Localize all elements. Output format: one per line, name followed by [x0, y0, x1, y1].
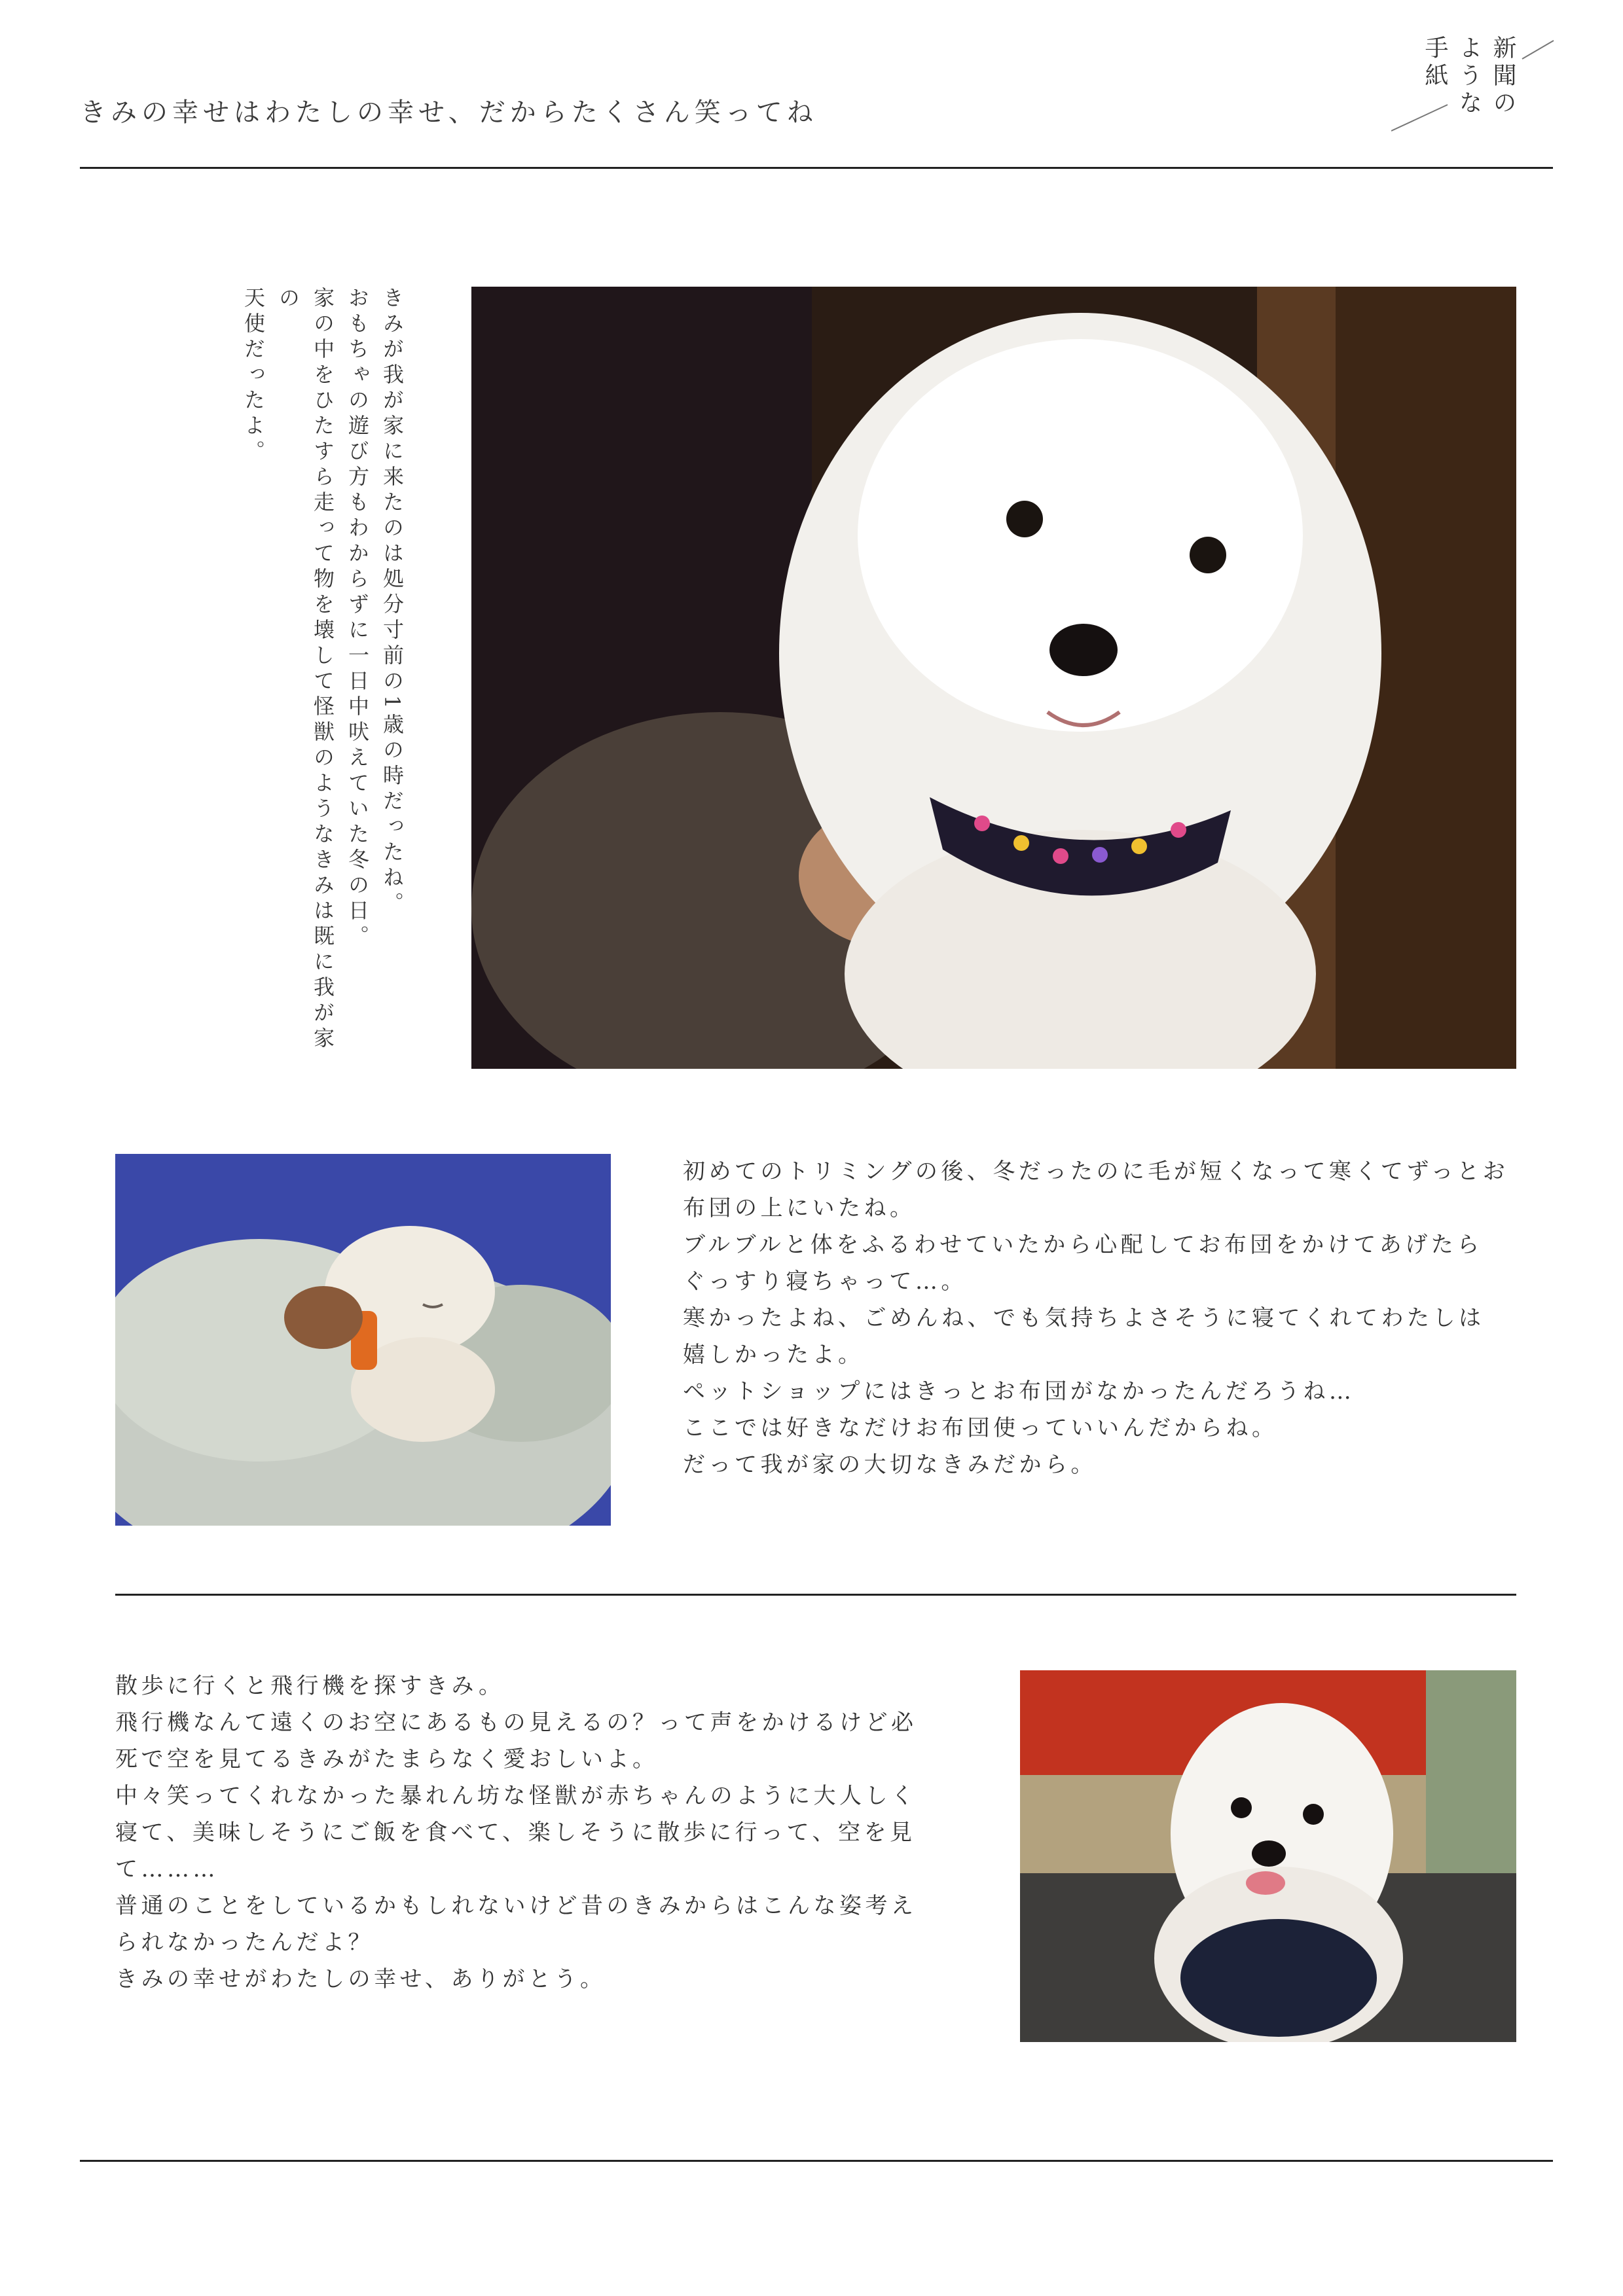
- smiling-dog-walk-photo: [1020, 1670, 1516, 2042]
- story-line: 中々笑ってくれなかった暴れん坊な怪獣が赤ちゃんのように大人しく: [115, 1783, 917, 1809]
- story-line: られなかったんだよ？: [115, 1929, 374, 1956]
- footer-divider: [80, 2160, 1553, 2162]
- header-divider: [80, 167, 1553, 169]
- story-line: て………: [115, 1856, 219, 1882]
- vertical-story-text: [236, 287, 409, 1072]
- story-line: 飛行機なんて遠くのお空にあるもの見えるの？って声をかけるけど必: [115, 1710, 917, 1736]
- story-line: 布団の上にいたね。: [683, 1195, 916, 1221]
- story-line: きみの幸せがわたしの幸せ、ありがとう。: [115, 1966, 606, 1992]
- story-line: ブルブルと体をふるわせていたから心配してお布団をかけてあげたら: [683, 1232, 1483, 1258]
- story-line: きみが我が家に来たのは処分寸前の1歳の時だったね。: [380, 287, 405, 918]
- story-line: 寝て、美味しそうにご飯を食べて、楽しそうに散歩に行って、空を見: [115, 1820, 916, 1846]
- story-line: ぐっすり寝ちゃって…。: [683, 1268, 967, 1295]
- story-line: 散歩に行くと飛行機を探すきみ。: [115, 1673, 505, 1699]
- story-line: 天使だったよ。: [241, 287, 266, 465]
- trimming-story-text: [683, 1153, 1521, 1483]
- story-line: 家の中をひたすら走って物を壊して怪獣のようなきみは既に我が家の: [276, 287, 335, 1052]
- walk-story-text: [115, 1668, 966, 1998]
- story-line: ペットショップにはきっとお布団がなかったんだろうね…: [683, 1378, 1355, 1405]
- section-divider: [115, 1594, 1516, 1596]
- story-line: 初めてのトリミングの後、冬だったのに毛が短くなって寒くてずっとお: [683, 1158, 1509, 1185]
- story-line: 死で空を見てるきみがたまらなく愛おしいよ。: [115, 1746, 659, 1772]
- sleeping-dog-photo: [115, 1154, 611, 1526]
- logo-line: 手紙: [1421, 35, 1448, 90]
- story-line: 嬉しかったよ。: [683, 1342, 864, 1368]
- logo-text: [1417, 35, 1520, 134]
- newspaper-letter-logo: [1391, 33, 1561, 137]
- logo-line: ような: [1455, 35, 1482, 118]
- logo-slash-upper: [1522, 41, 1554, 59]
- story-line: ここでは好きなだけお布団使っていいんだからね。: [683, 1415, 1278, 1441]
- dog-portrait-photo: [471, 287, 1516, 1069]
- story-line: おもちゃの遊び方もわからずに一日中吠えていた冬の日。: [345, 287, 370, 950]
- page-headline: きみの幸せはわたしの幸せ、だからたくさん笑ってね: [80, 98, 818, 128]
- story-line: 寒かったよね、ごめんね、でも気持ちよさそうに寝てくれてわたしは: [683, 1305, 1485, 1331]
- story-line: 普通のことをしているかもしれないけど昔のきみからはこんな姿考え: [115, 1893, 917, 1919]
- story-line: だって我が家の大切なきみだから。: [683, 1452, 1097, 1478]
- logo-line: 新聞の: [1489, 35, 1516, 118]
